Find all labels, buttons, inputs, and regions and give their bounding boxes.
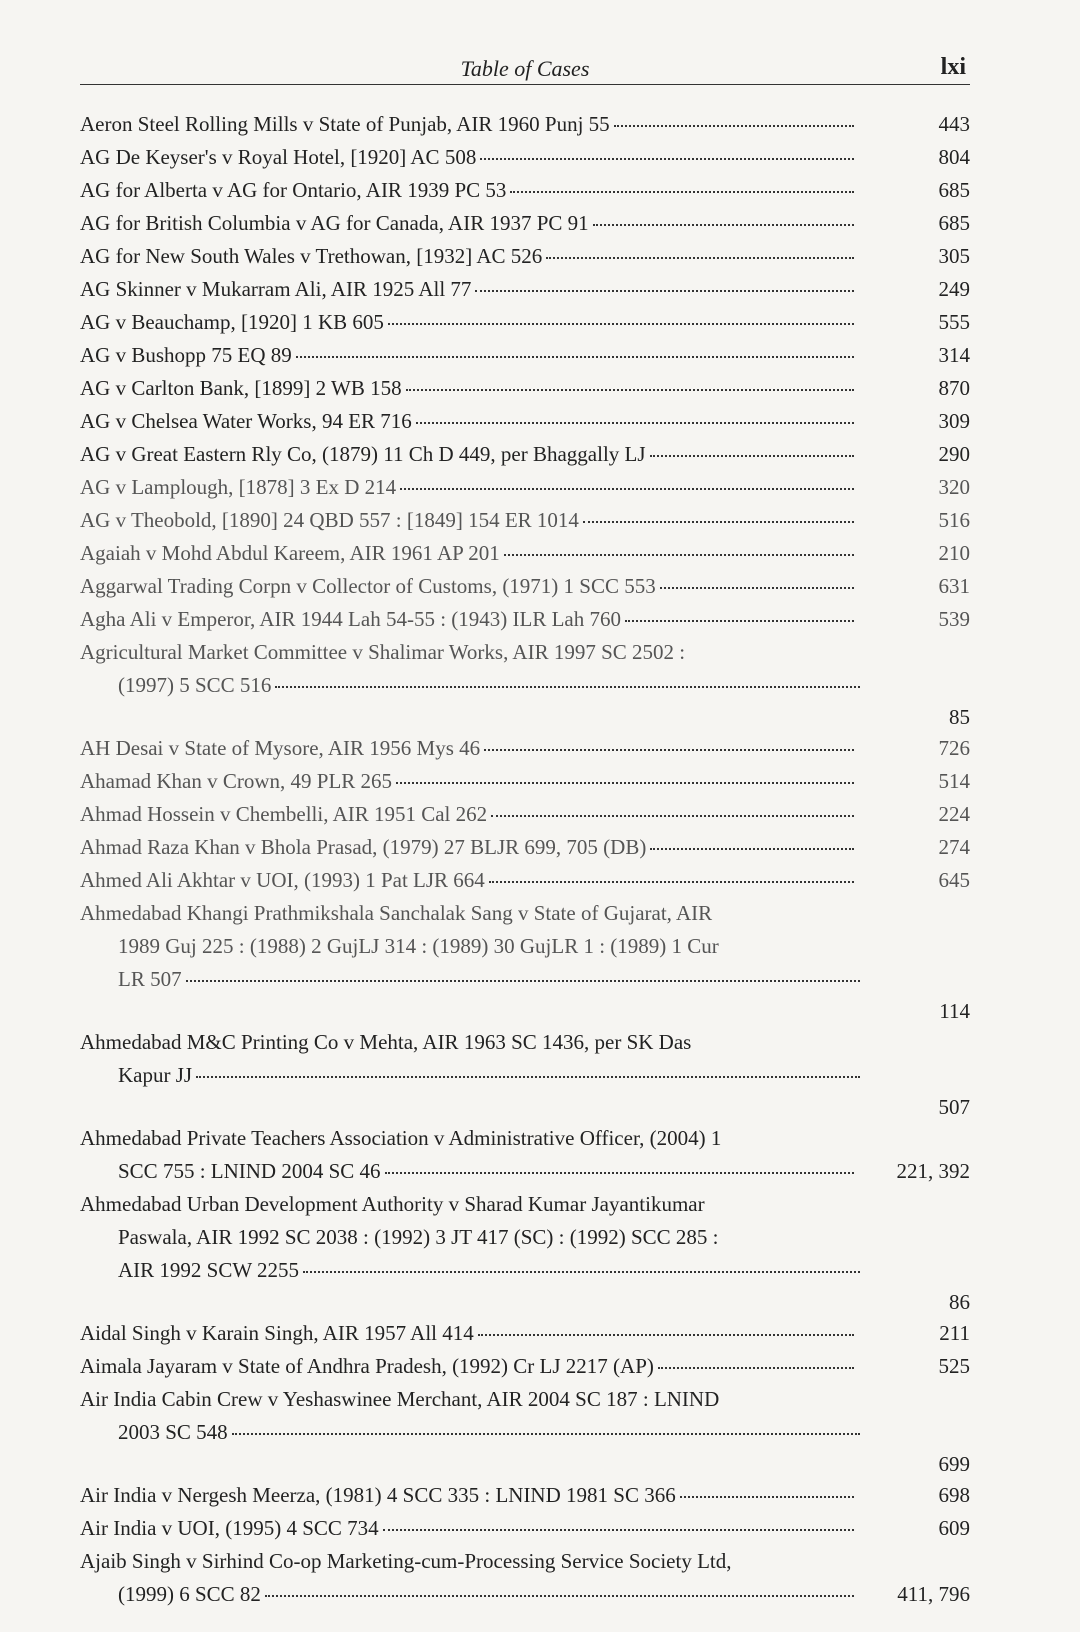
case-citation-line: AG v Beauchamp, [1920] 1 KB 605 bbox=[80, 310, 384, 334]
case-entry bbox=[80, 1188, 970, 1317]
dot-leader bbox=[303, 1270, 860, 1273]
case-citation-line: AIR 1992 SCW 2255 bbox=[118, 1258, 300, 1282]
case-citation-last-line bbox=[80, 1254, 970, 1287]
case-citation-last-line bbox=[80, 306, 970, 339]
case-entry bbox=[80, 1479, 970, 1512]
case-citation-last-line bbox=[80, 1350, 970, 1383]
page-number: lxi bbox=[940, 54, 966, 80]
case-entry bbox=[80, 765, 970, 798]
case-entry bbox=[80, 537, 970, 570]
case-citation-line: 1989 Guj 225 : (1988) 2 GujLJ 314 : (1989) 30 GujLR 1 : (1989) 1 Cur bbox=[118, 934, 719, 958]
case-citation-last-line bbox=[80, 570, 970, 603]
page-header bbox=[80, 50, 970, 85]
case-citation-line: Ahmedabad Urban Development Authority v Sharad Kumar Jayantikumar bbox=[80, 1192, 705, 1216]
dot-leader bbox=[265, 1594, 854, 1597]
case-citation-line: Air India v UOI, (1995) 4 SCC 734 bbox=[80, 1516, 379, 1540]
page-reference: 86 bbox=[949, 1290, 970, 1314]
case-citation-line: AG for Alberta v AG for Ontario, AIR 1939 PC 53 bbox=[80, 178, 507, 202]
case-citation-last-line bbox=[80, 1416, 970, 1449]
dot-leader bbox=[396, 781, 854, 784]
case-citation-last-line bbox=[80, 537, 970, 570]
case-entry bbox=[80, 1350, 970, 1383]
case-citation-last-line bbox=[80, 471, 970, 504]
case-entry bbox=[80, 798, 970, 831]
dot-leader bbox=[489, 880, 854, 883]
case-citation-last-line bbox=[80, 831, 970, 864]
running-title: Table of Cases bbox=[460, 56, 590, 81]
case-citation-last-line bbox=[80, 1155, 970, 1188]
case-citation-last-line bbox=[80, 1479, 970, 1512]
page-reference: 514 bbox=[938, 769, 970, 793]
dot-leader bbox=[491, 814, 854, 817]
case-citation-line: Air India Cabin Crew v Yeshaswinee Merchant, AIR 2004 SC 187 : LNIND bbox=[80, 1387, 720, 1411]
case-entry bbox=[80, 372, 970, 405]
case-citation-line: Ahamad Khan v Crown, 49 PLR 265 bbox=[80, 769, 393, 793]
page-reference: 274 bbox=[938, 835, 970, 859]
table-of-cases-list bbox=[80, 108, 970, 1611]
case-entry bbox=[80, 732, 970, 765]
dot-leader bbox=[232, 1432, 860, 1435]
case-citation-line: Ahmedabad M&C Printing Co v Mehta, AIR 1963 SC 1436, per SK Das bbox=[80, 1030, 692, 1054]
page-reference: 411, 796 bbox=[897, 1582, 970, 1606]
case-citation-line: Agricultural Market Committee v Shalimar Works, AIR 1997 SC 2502 : bbox=[80, 640, 686, 664]
dot-leader bbox=[196, 1075, 860, 1078]
page-reference: 211 bbox=[939, 1321, 970, 1345]
dot-leader bbox=[680, 1495, 854, 1498]
case-citation-line: Ahmed Ali Akhtar v UOI, (1993) 1 Pat LJR 664 bbox=[80, 868, 485, 892]
page-reference: 870 bbox=[938, 376, 970, 400]
case-citation-line: Kapur JJ bbox=[118, 1063, 193, 1087]
case-entry bbox=[80, 339, 970, 372]
case-entry bbox=[80, 1317, 970, 1350]
case-citation-last-line bbox=[80, 798, 970, 831]
case-citation-line: AG for New South Wales v Trethowan, [1932] AC 526 bbox=[80, 244, 543, 268]
case-citation-last-line bbox=[80, 504, 970, 537]
page-reference: 539 bbox=[938, 607, 970, 631]
dot-leader bbox=[583, 520, 854, 523]
case-entry bbox=[80, 1026, 970, 1122]
dot-leader bbox=[504, 553, 854, 556]
case-citation-last-line bbox=[80, 603, 970, 636]
dot-leader bbox=[406, 388, 854, 391]
dot-leader bbox=[510, 190, 854, 193]
case-citation-line: Ahmedabad Private Teachers Association v Administrative Officer, (2004) 1 bbox=[80, 1126, 722, 1150]
case-entry bbox=[80, 306, 970, 339]
case-citation-last-line bbox=[80, 669, 970, 702]
page-reference: 114 bbox=[939, 999, 970, 1023]
case-citation-line: Ahmad Raza Khan v Bhola Prasad, (1979) 27 BLJR 699, 705 (DB) bbox=[80, 835, 647, 859]
page-reference: 249 bbox=[938, 277, 970, 301]
case-entry bbox=[80, 897, 970, 1026]
page-reference: 320 bbox=[938, 475, 970, 499]
case-entry bbox=[80, 108, 970, 141]
case-entry bbox=[80, 405, 970, 438]
case-citation-last-line bbox=[80, 1317, 970, 1350]
case-citation-last-line bbox=[80, 438, 970, 471]
dot-leader bbox=[388, 322, 854, 325]
case-citation-line: Aggarwal Trading Corpn v Collector of Customs, (1971) 1 SCC 553 bbox=[80, 574, 656, 598]
case-citation-last-line bbox=[80, 1512, 970, 1545]
case-entry bbox=[80, 273, 970, 306]
case-citation-line: Aimala Jayaram v State of Andhra Pradesh, (1992) Cr LJ 2217 (AP) bbox=[80, 1354, 654, 1378]
dot-leader bbox=[658, 1366, 854, 1369]
page-reference: 210 bbox=[938, 541, 970, 565]
case-citation-last-line bbox=[80, 732, 970, 765]
case-entry bbox=[80, 636, 970, 732]
page-reference: 443 bbox=[938, 112, 970, 136]
page-reference: 631 bbox=[938, 574, 970, 598]
page-reference: 609 bbox=[938, 1516, 970, 1540]
case-entry bbox=[80, 1122, 970, 1188]
case-citation-last-line bbox=[80, 339, 970, 372]
case-citation-last-line bbox=[80, 864, 970, 897]
page-reference: 645 bbox=[938, 868, 970, 892]
page-reference: 698 bbox=[938, 1483, 970, 1507]
case-citation-line: Air India v Nergesh Meerza, (1981) 4 SCC 335 : LNIND 1981 SC 366 bbox=[80, 1483, 676, 1507]
case-citation-line: 2003 SC 548 bbox=[118, 1420, 228, 1444]
case-citation-line: Paswala, AIR 1992 SC 2038 : (1992) 3 JT 417 (SC) : (1992) SCC 285 : bbox=[118, 1225, 719, 1249]
dot-leader bbox=[296, 355, 854, 358]
case-citation-line: Agaiah v Mohd Abdul Kareem, AIR 1961 AP 201 bbox=[80, 541, 500, 565]
case-citation-line: Ahmad Hossein v Chembelli, AIR 1951 Cal 262 bbox=[80, 802, 488, 826]
case-entry bbox=[80, 864, 970, 897]
case-entry bbox=[80, 240, 970, 273]
case-entry bbox=[80, 504, 970, 537]
page-reference: 85 bbox=[949, 705, 970, 729]
dot-leader bbox=[385, 1171, 854, 1174]
case-entry bbox=[80, 174, 970, 207]
case-citation-line: SCC 755 : LNIND 2004 SC 46 bbox=[118, 1159, 381, 1183]
page-reference: 555 bbox=[938, 310, 970, 334]
case-citation-last-line bbox=[80, 240, 970, 273]
dot-leader bbox=[186, 979, 860, 982]
case-citation-last-line bbox=[80, 765, 970, 798]
dot-leader bbox=[480, 157, 854, 160]
case-citation-last-line bbox=[80, 963, 970, 996]
case-entry bbox=[80, 471, 970, 504]
dot-leader bbox=[416, 421, 854, 424]
case-entry bbox=[80, 1545, 970, 1611]
case-citation-last-line bbox=[80, 141, 970, 174]
case-citation-last-line bbox=[80, 1578, 970, 1611]
case-entry bbox=[80, 831, 970, 864]
case-entry bbox=[80, 207, 970, 240]
case-citation-line: Agha Ali v Emperor, AIR 1944 Lah 54-55 : (1943) ILR Lah 760 bbox=[80, 607, 621, 631]
case-citation-line: Ajaib Singh v Sirhind Co-op Marketing-cum-Processing Service Society Ltd, bbox=[80, 1549, 732, 1573]
case-citation-line: Aeron Steel Rolling Mills v State of Punjab, AIR 1960 Punj 55 bbox=[80, 112, 610, 136]
dot-leader bbox=[546, 256, 854, 259]
page-reference: 726 bbox=[938, 736, 970, 760]
case-citation-last-line bbox=[80, 405, 970, 438]
case-citation-line: AG v Lamplough, [1878] 3 Ex D 214 bbox=[80, 475, 397, 499]
page-reference: 685 bbox=[938, 211, 970, 235]
case-citation-last-line bbox=[80, 207, 970, 240]
case-entry bbox=[80, 438, 970, 471]
case-citation-line: AG De Keyser's v Royal Hotel, [1920] AC 508 bbox=[80, 145, 477, 169]
case-citation-line: AG for British Columbia v AG for Canada, AIR 1937 PC 91 bbox=[80, 211, 589, 235]
page-reference: 525 bbox=[938, 1354, 970, 1378]
page-reference: 804 bbox=[938, 145, 970, 169]
dot-leader bbox=[275, 685, 860, 688]
case-entry bbox=[80, 141, 970, 174]
dot-leader bbox=[475, 289, 854, 292]
page-reference: 221, 392 bbox=[896, 1159, 970, 1183]
case-citation-last-line bbox=[80, 1059, 970, 1092]
dot-leader bbox=[650, 454, 854, 457]
dot-leader bbox=[660, 586, 854, 589]
case-entry bbox=[80, 1512, 970, 1545]
dot-leader bbox=[614, 124, 854, 127]
case-entry bbox=[80, 603, 970, 636]
dot-leader bbox=[650, 847, 854, 850]
case-entry bbox=[80, 1383, 970, 1479]
page-reference: 516 bbox=[938, 508, 970, 532]
page-reference: 507 bbox=[938, 1095, 970, 1119]
case-citation-last-line bbox=[80, 372, 970, 405]
dot-leader bbox=[625, 619, 854, 622]
case-citation-line: AG v Carlton Bank, [1899] 2 WB 158 bbox=[80, 376, 402, 400]
case-citation-line: (1997) 5 SCC 516 bbox=[118, 673, 272, 697]
case-citation-last-line bbox=[80, 174, 970, 207]
page-reference: 305 bbox=[938, 244, 970, 268]
case-citation-line: AG v Great Eastern Rly Co, (1879) 11 Ch D 449, per Bhaggally LJ bbox=[80, 442, 646, 466]
case-entry bbox=[80, 570, 970, 603]
dot-leader bbox=[383, 1528, 854, 1531]
case-citation-line: LR 507 bbox=[118, 967, 182, 991]
page-reference: 314 bbox=[938, 343, 970, 367]
dot-leader bbox=[478, 1333, 854, 1336]
case-citation-line: AG v Chelsea Water Works, 94 ER 716 bbox=[80, 409, 412, 433]
case-citation-line: AG Skinner v Mukarram Ali, AIR 1925 All 77 bbox=[80, 277, 472, 301]
case-citation-line: Ahmedabad Khangi Prathmikshala Sanchalak Sang v State of Gujarat, AIR bbox=[80, 901, 713, 925]
dot-leader bbox=[400, 487, 854, 490]
case-citation-line: AG v Theobold, [1890] 24 QBD 557 : [1849] 154 ER 1014 bbox=[80, 508, 579, 532]
page-reference: 290 bbox=[938, 442, 970, 466]
page-reference: 309 bbox=[938, 409, 970, 433]
case-citation-last-line bbox=[80, 273, 970, 306]
page-reference: 224 bbox=[938, 802, 970, 826]
page-reference: 699 bbox=[938, 1452, 970, 1476]
dot-leader bbox=[593, 223, 854, 226]
case-citation-line: Aidal Singh v Karain Singh, AIR 1957 All 414 bbox=[80, 1321, 474, 1345]
dot-leader bbox=[484, 748, 854, 751]
case-citation-line: AG v Bushopp 75 EQ 89 bbox=[80, 343, 292, 367]
case-citation-line: AH Desai v State of Mysore, AIR 1956 Mys 46 bbox=[80, 736, 481, 760]
case-citation-last-line bbox=[80, 108, 970, 141]
case-citation-line: (1999) 6 SCC 82 bbox=[118, 1582, 261, 1606]
page-reference: 685 bbox=[938, 178, 970, 202]
